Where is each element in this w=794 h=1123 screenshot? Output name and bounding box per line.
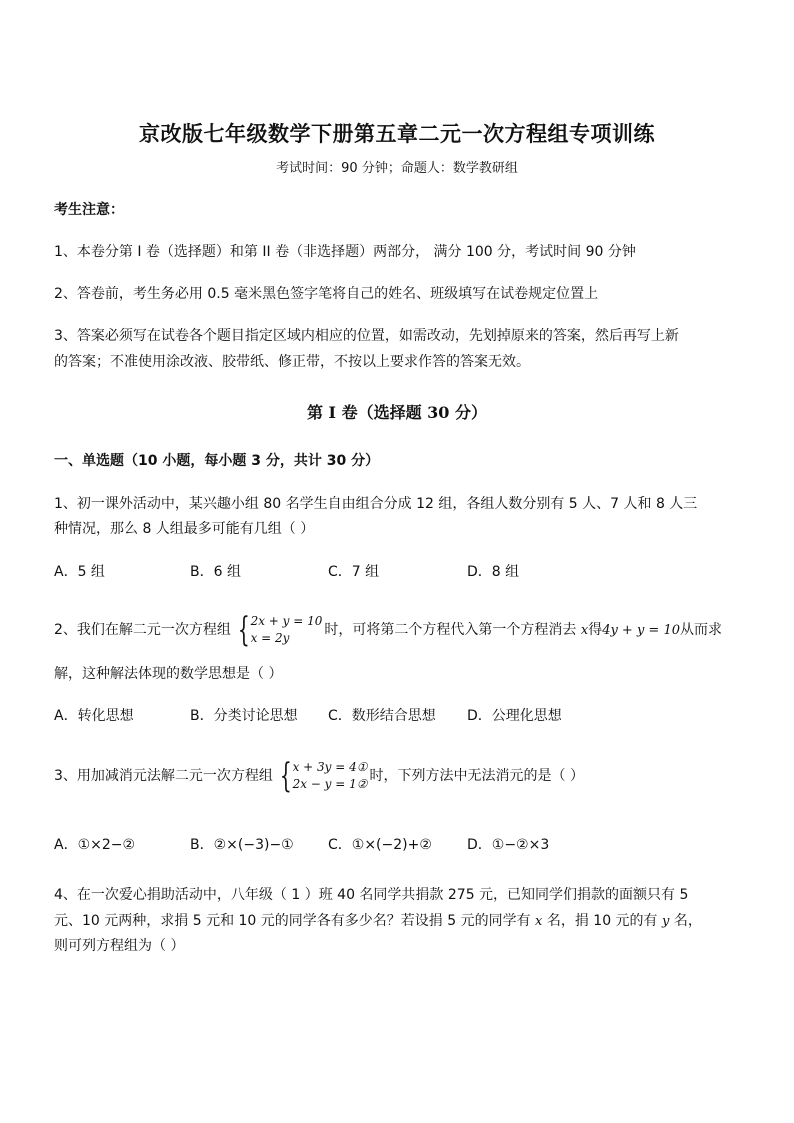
question-4-line-1: 4、在一次爱心捐助活动中，八年级（ 1 ）班 40 名同学共捐款 275 元，已知同学们捐款的面额只有 5 (54, 887, 689, 903)
question-4-text-c: 名， (673, 913, 702, 929)
question-3-equation-system (275, 756, 368, 796)
notice-heading: 考生注意： (54, 202, 124, 218)
question-3-text-post: 时，下列方法中无法消元的是（ ） (369, 768, 584, 784)
notice-item-2: 2、答卷前，考生务必用 0.5 毫米黑色签字笔将自己的姓名、班级填写在试卷规定位置上 (54, 286, 599, 302)
question-2-text-post: 从而求 (680, 622, 723, 638)
exam-subtitle: 考试时间：90 分钟；命题人：数学教研组 (276, 161, 518, 176)
question-3-option-b[interactable]: B．②×(−3)−① (190, 837, 294, 853)
question-4-text-a: 元、10 元两种，求捐 5 元和 10 元的同学各有多少名？若设捐 5 元的同学有 (54, 913, 531, 929)
question-3-option-d[interactable]: D．①−②×3 (467, 837, 550, 853)
question-2-equation-2: x = 2y (250, 631, 290, 645)
question-3-option-a[interactable]: A．①×2−② (54, 837, 136, 853)
question-2-option-c[interactable]: C．数形结合思想 (328, 708, 436, 724)
part-heading: 一、单选题（10 小题，每小题 3 分，共计 30 分） (54, 453, 380, 469)
question-1-line-2: 种情况，那么 8 人组最多可能有几组（ ） (54, 521, 315, 537)
question-2-text-get: 得 (588, 622, 603, 638)
question-4-line-2 (54, 911, 702, 932)
question-1-option-b[interactable]: B．6 组 (190, 564, 241, 580)
question-1-option-a[interactable]: A．5 组 (54, 564, 105, 580)
question-3-equation-2: 2x − y = 1② (292, 777, 368, 791)
question-4-text-b: 名，捐 10 元的有 (546, 913, 658, 929)
question-2-equation-1: 2x + y = 10 (250, 614, 323, 628)
question-3-option-c[interactable]: C．①×(−2)+② (328, 837, 432, 853)
notice-item-3: 3、答案必须写在试卷各个题目指定区域内相应的位置，如需改动，先划掉原来的答案，然后再写上新 (54, 328, 679, 344)
question-2-equation-system (233, 610, 323, 650)
question-1-line-1: 1、初一课外活动中，某兴趣小组 80 名学生自由组合分成 12 组，各组人数分别有 5 人、7 人和 8 人三 (54, 496, 698, 512)
question-2-option-d[interactable]: D．公理化思想 (467, 708, 562, 724)
question-1-option-c[interactable]: C．7 组 (328, 564, 380, 580)
question-2-text-pre: 2、我们在解二元一次方程组 (54, 622, 231, 638)
question-3-equation-1: x + 3y = 4① (292, 760, 368, 774)
brace-symbol: { (237, 610, 250, 650)
section-title: 第 I 卷（选择题 30 分） (306, 403, 488, 422)
notice-item-3-cont: 的答案；不准使用涂改液、胶带纸、修正带，不按以上要求作答的答案无效。 (54, 354, 530, 370)
question-2-line-2: 解，这种解法体现的数学思想是（ ） (54, 666, 283, 682)
question-4-variable-x: x (535, 914, 543, 929)
question-2-variable: x (580, 623, 589, 638)
question-2-text-mid: 时，可将第二个方程代入第一个方程消去 (324, 622, 577, 638)
notice-item-1: 1、本卷分第 I 卷（选择题）和第 II 卷（非选择题）两部分， 满分 100 分，考试时间 90 分钟 (54, 244, 636, 260)
question-2-result-equation: 4y + y = 10 (602, 623, 681, 638)
question-4-variable-y: y (662, 914, 670, 929)
question-2-option-a[interactable]: A．转化思想 (54, 708, 134, 724)
question-1-option-d[interactable]: D．8 组 (467, 564, 520, 580)
question-2-line-1 (54, 610, 722, 651)
brace-symbol: { (279, 756, 292, 796)
page-title: 京改版七年级数学下册第五章二元一次方程组专项训练 (139, 121, 655, 146)
question-3-line-1 (54, 756, 584, 796)
question-3-text-pre: 3、用加减消元法解二元一次方程组 (54, 768, 273, 784)
question-4-line-3: 则可列方程组为（ ） (54, 938, 185, 954)
question-2-option-b[interactable]: B．分类讨论思想 (190, 708, 298, 724)
